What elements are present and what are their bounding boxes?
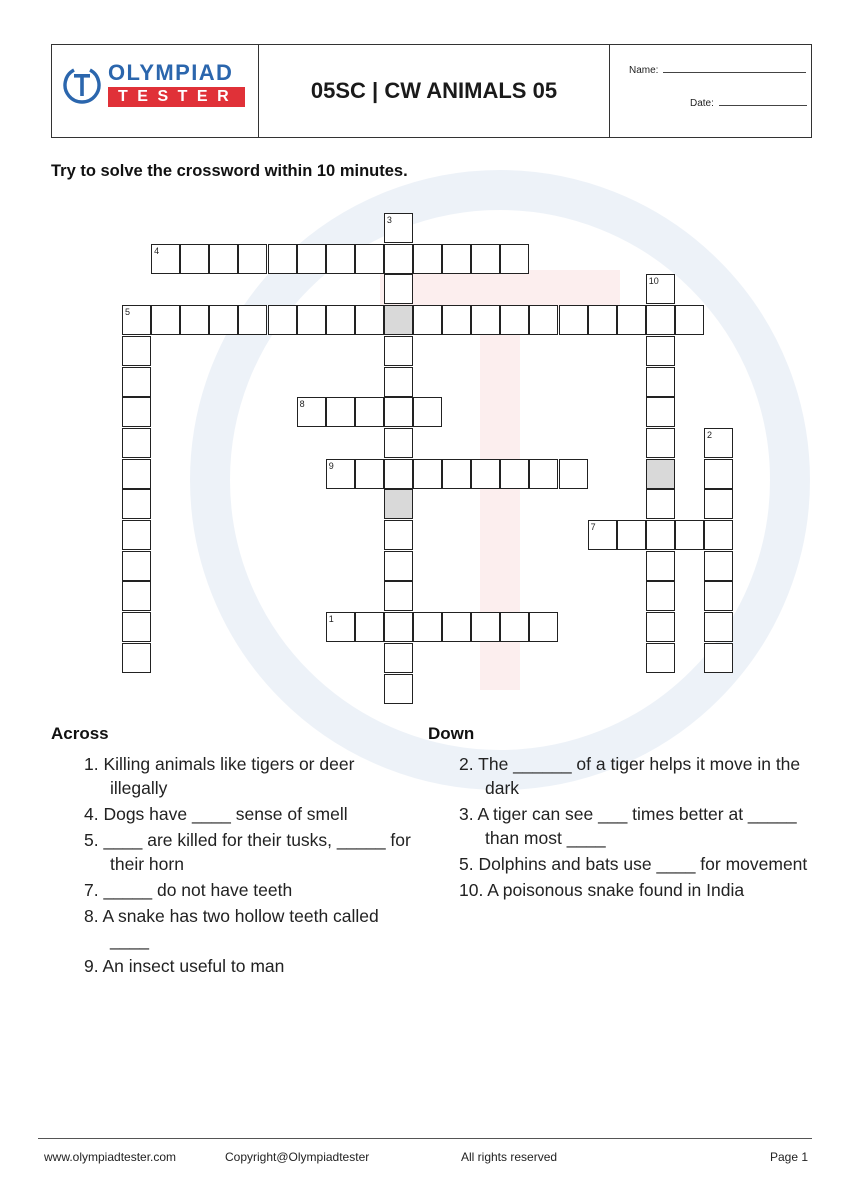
across-clue: 1. Killing animals like tigers or deer illegally	[84, 754, 355, 798]
across-clue-list	[84, 752, 414, 980]
crossword-number: 7	[590, 522, 596, 532]
footer-website: www.olympiadtester.com	[44, 1150, 177, 1164]
crossword-cell[interactable]	[384, 643, 413, 673]
crossword-cell[interactable]	[326, 397, 355, 427]
crossword-cell[interactable]	[384, 336, 413, 366]
crossword-cell[interactable]	[297, 305, 326, 335]
crossword-cell[interactable]	[209, 305, 238, 335]
down-clue: 10. A poisonous snake found in India	[459, 880, 745, 900]
crossword-cell[interactable]	[122, 612, 151, 642]
crossword-cell[interactable]	[442, 305, 471, 335]
crossword-cell[interactable]	[646, 428, 675, 458]
crossword-cell[interactable]	[646, 612, 675, 642]
crossword-cell[interactable]	[122, 489, 151, 519]
crossword-cell[interactable]	[646, 520, 675, 550]
crossword-cell[interactable]	[413, 397, 442, 427]
crossword-cell[interactable]	[238, 305, 267, 335]
logo-word-olympiad: OLYMPIAD	[108, 60, 234, 85]
crossword-cell[interactable]	[704, 489, 733, 519]
crossword-cell[interactable]	[151, 305, 180, 335]
crossword-cell[interactable]	[646, 397, 675, 427]
crossword-cell[interactable]	[500, 244, 529, 274]
crossword-cell[interactable]	[704, 612, 733, 642]
crossword-cell[interactable]	[384, 397, 413, 427]
crossword-cell[interactable]	[704, 459, 733, 489]
crossword-shaded-cell[interactable]	[384, 305, 413, 335]
crossword-cell[interactable]	[442, 244, 471, 274]
crossword-number: 2	[707, 429, 713, 440]
crossword-cell[interactable]	[559, 459, 588, 489]
down-clue: 2. The ______ of a tiger helps it move in the dark	[459, 754, 801, 798]
crossword-cell[interactable]	[384, 551, 413, 581]
crossword-cell[interactable]	[529, 459, 558, 489]
crossword-number: 4	[154, 245, 160, 256]
crossword-cell[interactable]	[384, 520, 413, 550]
crossword-cell[interactable]	[122, 336, 151, 366]
crossword-cell[interactable]	[297, 244, 326, 274]
crossword-cell[interactable]	[122, 459, 151, 489]
down-clue-list	[459, 752, 809, 904]
crossword-cell[interactable]	[122, 643, 151, 673]
crossword-cell[interactable]	[529, 305, 558, 335]
crossword-cell[interactable]	[384, 612, 413, 642]
crossword-cell[interactable]	[471, 612, 500, 642]
footer-rights: All rights reserved	[461, 1150, 558, 1164]
crossword-cell[interactable]	[675, 520, 704, 550]
crossword-cell[interactable]	[268, 305, 297, 335]
crossword-number: 5	[125, 307, 131, 318]
crossword-number: 3	[386, 215, 392, 225]
down-clue: 3. A tiger can see ___ times better at _____ than most ____	[459, 804, 797, 848]
across-heading: Across	[51, 724, 109, 743]
crossword-cell[interactable]	[413, 459, 442, 489]
crossword-cell[interactable]	[646, 551, 675, 581]
down-heading: Down	[428, 724, 475, 743]
across-clue: 4. Dogs have ____ sense of smell	[84, 804, 348, 824]
crossword-cell[interactable]	[471, 244, 500, 274]
crossword-cell[interactable]	[704, 581, 733, 611]
crossword-cell[interactable]	[704, 520, 733, 550]
crossword-cell[interactable]	[180, 305, 209, 335]
crossword-cell[interactable]	[704, 551, 733, 581]
crossword-cell[interactable]	[122, 428, 151, 458]
crossword-cell[interactable]	[122, 367, 151, 397]
crossword-cell[interactable]	[646, 643, 675, 673]
crossword-cell[interactable]	[646, 367, 675, 397]
crossword-cell[interactable]	[384, 367, 413, 397]
across-clue: 9. An insect useful to man	[84, 956, 285, 976]
crossword-cell[interactable]	[617, 520, 646, 550]
crossword-cell[interactable]	[617, 305, 646, 335]
across-clue: 7. _____ do not have teeth	[84, 880, 293, 900]
footer-page-number: Page 1	[770, 1150, 809, 1164]
crossword-cell[interactable]	[355, 305, 384, 335]
crossword-cell[interactable]	[646, 305, 675, 335]
across-clue: 8. A snake has two hollow teeth called ____	[84, 906, 379, 950]
crossword-cell[interactable]	[529, 612, 558, 642]
crossword-cell[interactable]	[384, 244, 413, 274]
crossword-cell[interactable]	[413, 612, 442, 642]
crossword-cell[interactable]	[471, 305, 500, 335]
footer-rule	[38, 1138, 812, 1139]
crossword-number: 1	[328, 614, 334, 625]
name-label: Name:	[629, 65, 659, 76]
crossword-cell[interactable]	[384, 274, 413, 304]
crossword-shaded-cell[interactable]	[384, 489, 413, 519]
crossword-cell[interactable]	[209, 244, 238, 274]
crossword-cell[interactable]	[355, 459, 384, 489]
crossword-cell[interactable]	[355, 244, 384, 274]
crossword-cell[interactable]	[500, 459, 529, 489]
crossword-number: 9	[328, 460, 334, 471]
date-label: Date:	[690, 98, 714, 109]
logo-word-tester: TESTER	[108, 87, 245, 107]
crossword-cell[interactable]	[704, 643, 733, 673]
crossword-cell[interactable]	[122, 551, 151, 581]
crossword-cell[interactable]	[675, 305, 704, 335]
crossword-cell[interactable]	[355, 397, 384, 427]
crossword-cell[interactable]	[413, 305, 442, 335]
crossword-cell[interactable]	[442, 459, 471, 489]
crossword-cell[interactable]	[268, 244, 297, 274]
crossword-cell[interactable]	[646, 581, 675, 611]
crossword-cell[interactable]	[500, 305, 529, 335]
crossword-cell[interactable]	[122, 397, 151, 427]
crossword-cell[interactable]	[646, 336, 675, 366]
crossword-cell[interactable]	[355, 612, 384, 642]
crossword-cell[interactable]	[384, 428, 413, 458]
crossword-cell[interactable]	[646, 489, 675, 519]
down-clue: 5. Dolphins and bats use ____ for movement	[459, 854, 808, 874]
crossword-cell[interactable]	[471, 459, 500, 489]
crossword-number: 8	[299, 399, 305, 410]
instruction-text: Try to solve the crossword within 10 minutes.	[51, 162, 408, 180]
crossword-cell[interactable]	[326, 305, 355, 335]
crossword-cell[interactable]	[500, 612, 529, 642]
crossword-cell[interactable]	[384, 674, 413, 704]
crossword-shaded-cell[interactable]	[646, 459, 675, 489]
crossword-cell[interactable]	[384, 581, 413, 611]
crossword-cell[interactable]	[442, 612, 471, 642]
crossword-cell[interactable]	[238, 244, 267, 274]
crossword-cell[interactable]	[122, 581, 151, 611]
crossword-cell[interactable]	[180, 244, 209, 274]
crossword-cell[interactable]	[413, 244, 442, 274]
across-clue: 5. ____ are killed for their tusks, _____ for their horn	[84, 830, 411, 874]
worksheet-title: 05SC | CW ANIMALS 05	[259, 45, 610, 137]
crossword-cell[interactable]	[588, 305, 617, 335]
crossword-cell[interactable]	[122, 520, 151, 550]
crossword-cell[interactable]	[326, 244, 355, 274]
crossword-number: 10	[648, 276, 659, 287]
footer-copyright: Copyright@Olympiadtester	[225, 1150, 370, 1164]
crossword-cell[interactable]	[559, 305, 588, 335]
crossword-cell[interactable]	[384, 459, 413, 489]
